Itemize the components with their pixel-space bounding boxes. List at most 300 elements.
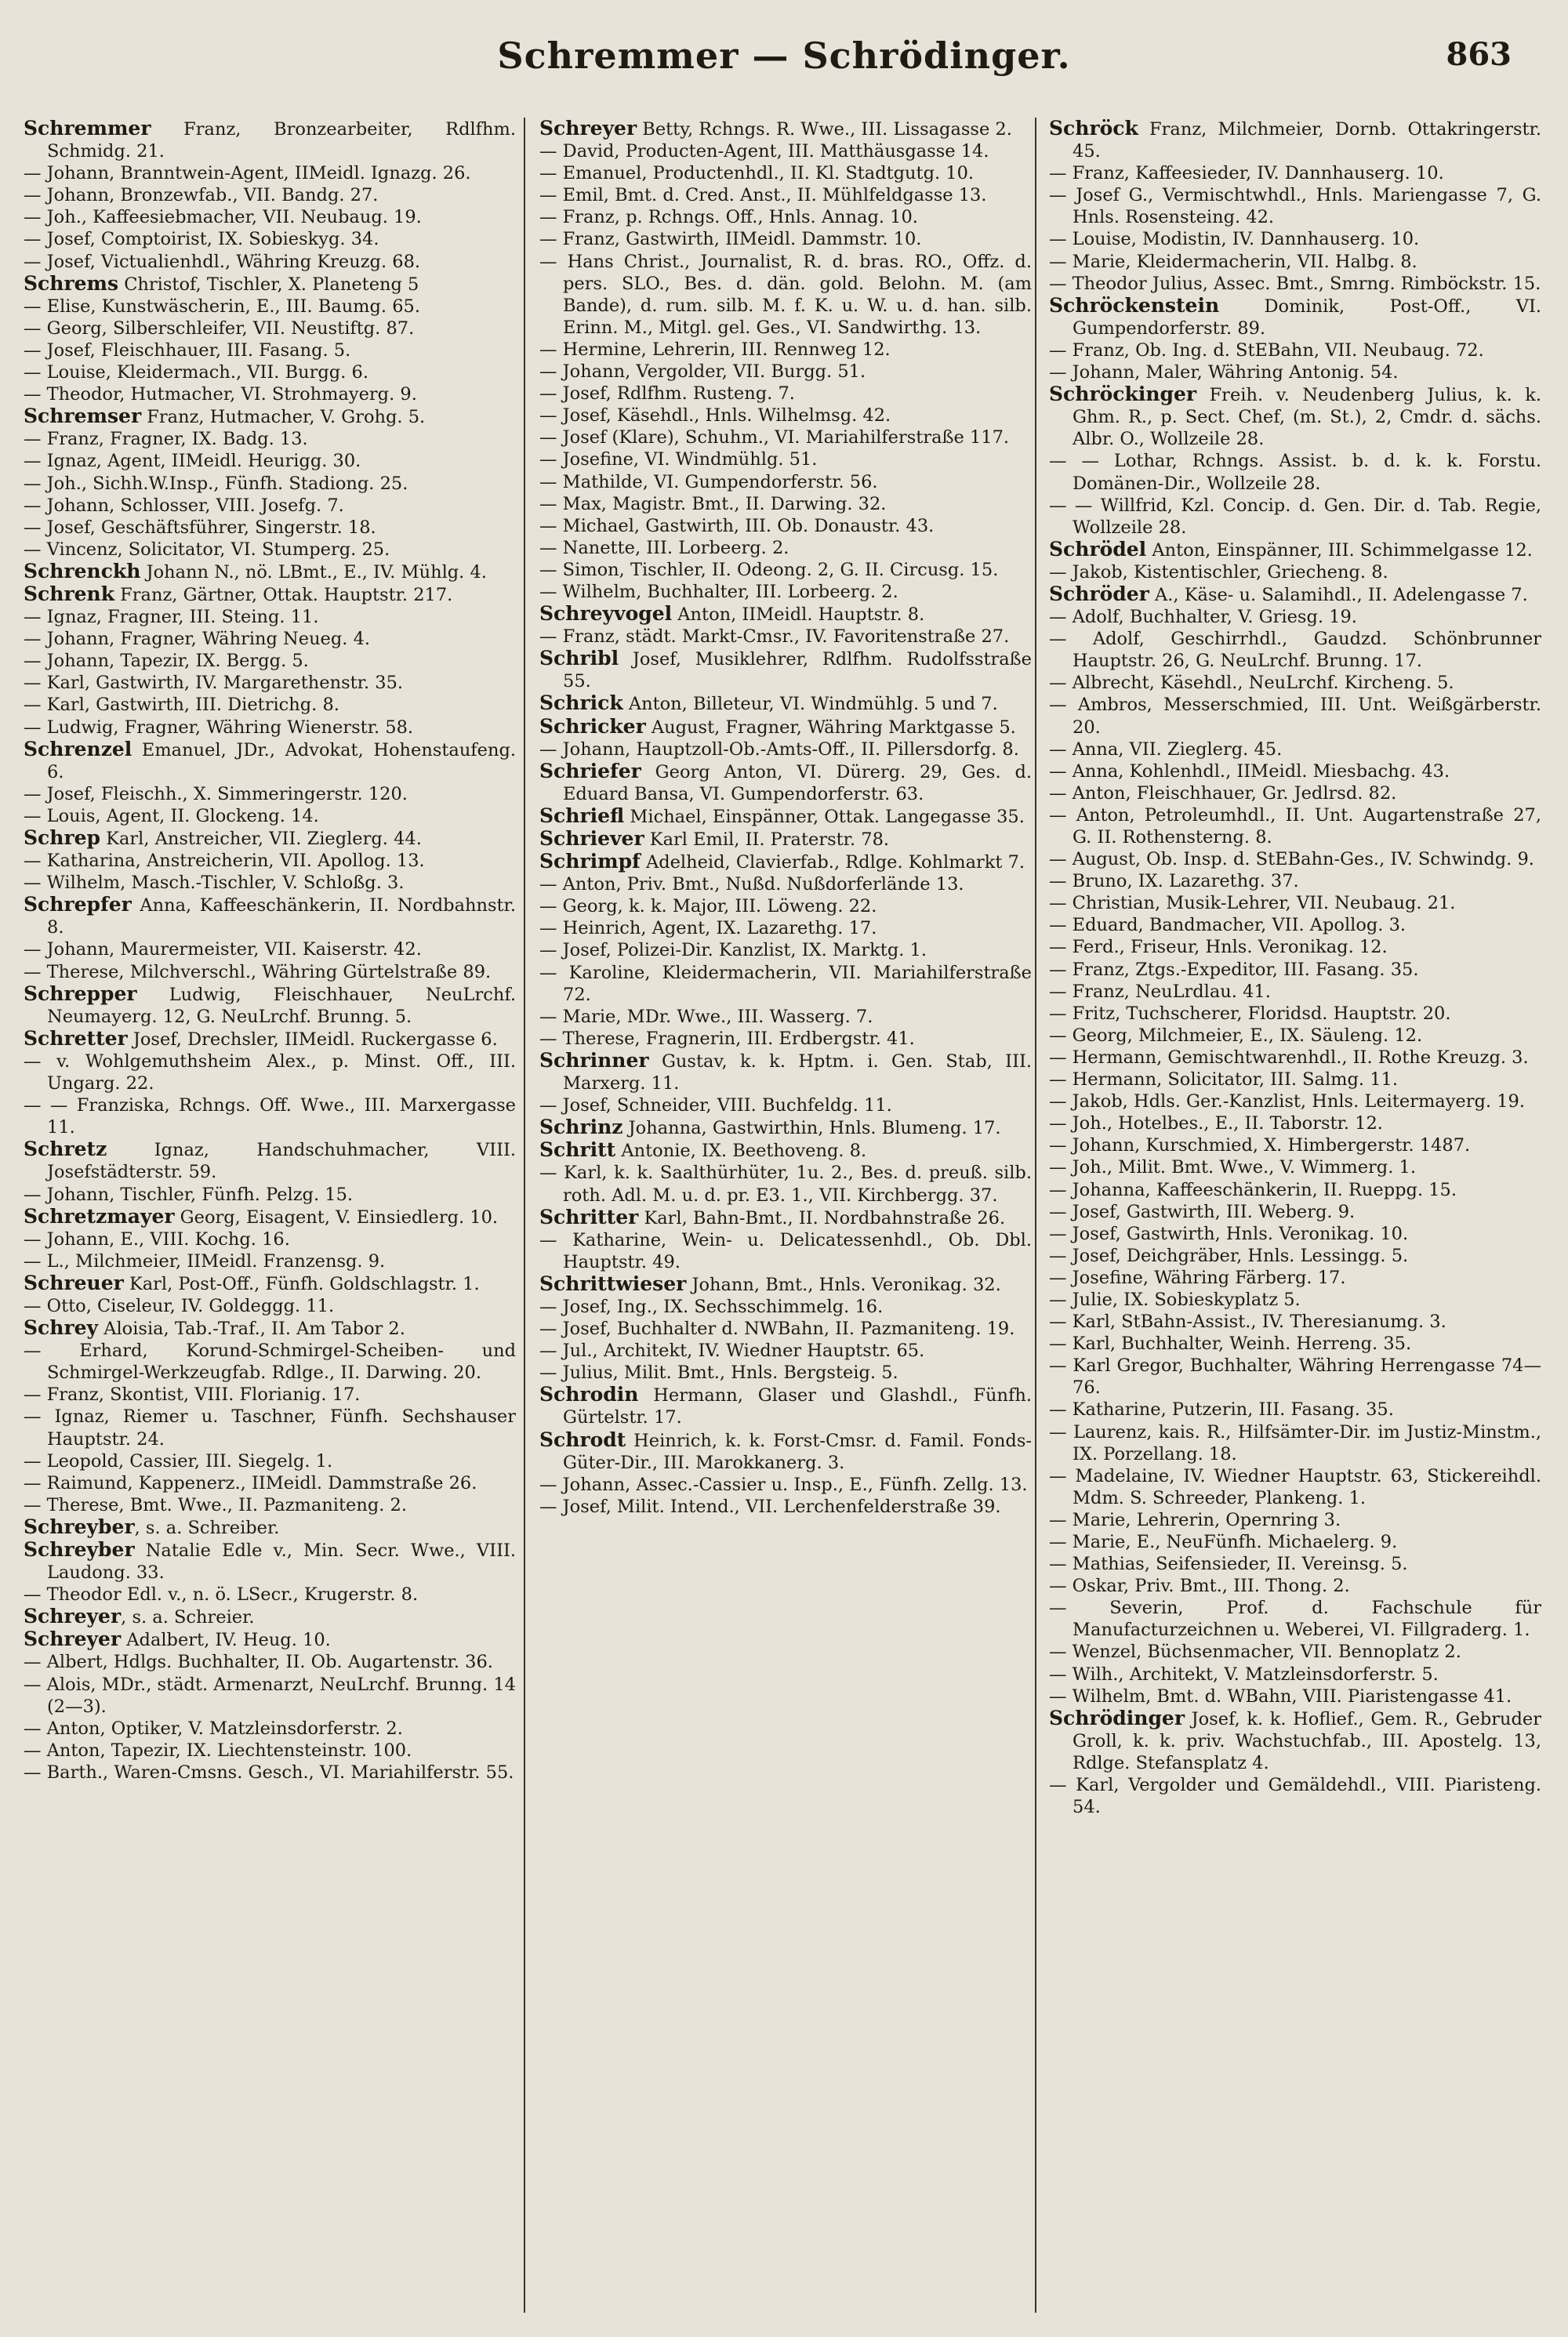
entry-text: — Anna, Kohlenhdl., IIMeidl. Miesbachg. 43. bbox=[1049, 760, 1450, 782]
page-number: 863 bbox=[1446, 36, 1512, 73]
entry-text: Dominik, Post-Off., VI. Gumpendorferstr. 89. bbox=[1073, 296, 1541, 339]
directory-entry bbox=[24, 405, 516, 428]
directory-entry bbox=[1049, 383, 1541, 450]
directory-entry bbox=[1049, 694, 1541, 738]
entry-text: — Josef, Geschäftsführer, Singerstr. 18. bbox=[24, 517, 376, 538]
directory-entry bbox=[24, 473, 516, 495]
entry-text: — Josef, Käsehdl., Hnls. Wilhelmsg. 42. bbox=[539, 405, 891, 426]
entry-text: — Karl, k. k. Saalthürhüter, 1u. 2., Bes. d. preuß. silb. roth. Adl. M. u. d. pr. E3. 1., VII. Kirchbergg. 37. bbox=[539, 1163, 1032, 1206]
entry-surname: Schrinz bbox=[539, 1116, 623, 1139]
entry-text: — Anton, Priv. Bmt., Nußd. Nußdorferlände 13. bbox=[539, 874, 964, 895]
entry-surname: Schritt bbox=[539, 1138, 616, 1162]
directory-entry bbox=[24, 650, 516, 672]
entry-surname: Schröck bbox=[1049, 118, 1138, 140]
entry-surname: Schrepper bbox=[24, 982, 137, 1005]
entry-text: — Joh., Milit. Bmt. Wwe., V. Wimmerg. 1. bbox=[1049, 1157, 1416, 1178]
entry-text: — Otto, Ciseleur, IV. Goldeggg. 11. bbox=[24, 1295, 335, 1316]
directory-entry bbox=[24, 1184, 516, 1206]
entry-text: — Marie, MDr. Wwe., III. Wasserg. 7. bbox=[539, 1006, 873, 1027]
directory-entry bbox=[1049, 606, 1541, 628]
column-divider bbox=[524, 118, 525, 2313]
entry-text: — Hans Christ., Journalist, R. d. bras. RO., Offz. d. pers. SLO., Bes. d. dän. gold. Belohn. M. (am Bande), d. rum. silb. M. f. K. u. W. u. d. han. silb. Erinn. M., Mitgl. gel. Ges., VI. Sandwirthg. 13. bbox=[539, 251, 1032, 338]
entry-surname: Schrödinger bbox=[1049, 1706, 1185, 1729]
entry-text: Ignaz, Handschuhmacher, VIII. Josefstädterstr. 59. bbox=[47, 1140, 516, 1183]
entry-text: — Ferd., Friseur, Hnls. Veronikag. 12. bbox=[1049, 937, 1388, 958]
directory-entry bbox=[1049, 848, 1541, 870]
entry-surname: Schrinner bbox=[539, 1048, 649, 1072]
directory-entry bbox=[539, 648, 1032, 692]
entry-text: — Karl, Gastwirth, III. Dietrichg. 8. bbox=[24, 695, 339, 716]
entry-text: — Johann, Schlosser, VIII. Josefg. 7. bbox=[24, 495, 344, 516]
directory-entry bbox=[24, 318, 516, 339]
entry-text: — Wilhelm, Bmt. d. WBahn, VIII. Piaristengasse 41. bbox=[1049, 1686, 1512, 1707]
entry-text: — Katharine, Wein- u. Delicatessenhdl., Ob. Dbl. Hauptstr. 49. bbox=[539, 1229, 1032, 1272]
entry-text: Georg Anton, VI. Dürerg. 29, Ges. d. Eduard Bansa, VI. Gumpendorferstr. 63. bbox=[563, 761, 1032, 804]
entry-text: — Georg, Silberschleifer, VII. Neustiftg. 87. bbox=[24, 318, 415, 339]
entry-text: Franz, Hutmacher, V. Grohg. 5. bbox=[141, 407, 426, 428]
directory-entry bbox=[1049, 1047, 1541, 1069]
directory-entry bbox=[1049, 450, 1541, 494]
entry-surname: Schreyer bbox=[24, 1628, 122, 1651]
entry-text: — v. Wohlgemuthsheim Alex., p. Minst. Off., III. Ungarg. 22. bbox=[24, 1051, 516, 1094]
entry-text: — Johann, Bronzewfab., VII. Bandg. 27. bbox=[24, 185, 379, 206]
directory-entry bbox=[24, 1028, 516, 1051]
entry-text: — Katharina, Anstreicherin, VII. Apollog. 13. bbox=[24, 851, 425, 872]
directory-entry bbox=[24, 1094, 516, 1138]
entry-text: — Josef, Gastwirth, III. Weberg. 9. bbox=[1049, 1201, 1356, 1222]
entry-text: — Johanna, Kaffeeschänkerin, II. Rueppg. 15. bbox=[1049, 1179, 1457, 1200]
directory-entry bbox=[539, 515, 1032, 537]
directory-entry bbox=[24, 738, 516, 783]
directory-entry bbox=[1049, 1090, 1541, 1112]
directory-entry bbox=[1049, 1553, 1541, 1575]
directory-entry bbox=[539, 738, 1032, 760]
entry-text: — Karl Gregor, Buchhalter, Währing Herrengasse 74—76. bbox=[1049, 1355, 1541, 1399]
entry-surname: Schröckinger bbox=[1049, 383, 1197, 406]
entry-surname: Schrick bbox=[539, 691, 623, 715]
directory-entry bbox=[539, 184, 1032, 206]
directory-entry bbox=[1049, 118, 1541, 162]
directory-entry bbox=[539, 206, 1032, 228]
page-header bbox=[0, 34, 1568, 97]
directory-entry bbox=[539, 1362, 1032, 1384]
entry-text: — — Willfrid, Kzl. Concip. d. Gen. Dir. d. Tab. Regie, Wollzeile 28. bbox=[1049, 495, 1541, 538]
directory-entry bbox=[24, 717, 516, 738]
entry-text: Natalie Edle v., Min. Secr. Wwe., VIII. Laudong. 33. bbox=[47, 1540, 516, 1584]
entry-surname: Schrenckh bbox=[24, 559, 141, 582]
directory-entry bbox=[24, 273, 516, 296]
entry-text: — Marie, E., NeuFünfh. Michaelerg. 9. bbox=[1049, 1532, 1398, 1552]
entry-text: Josef, Musiklehrer, Rdlfhm. Rudolfsstraße 55. bbox=[563, 649, 1032, 692]
entry-surname: Schreyer bbox=[539, 118, 637, 140]
entry-surname: Schrimpf bbox=[539, 850, 641, 873]
directory-entry bbox=[539, 895, 1032, 917]
entry-text: — Therese, Fragnerin, III. Erdbergstr. 41. bbox=[539, 1028, 915, 1049]
directory-entry bbox=[1049, 981, 1541, 1003]
entry-text: — Erhard, Korund-Schmirgel-Scheiben- und Schmirgel-Werkzeugfab. Rdlge., II. Darwing. 20. bbox=[24, 1341, 516, 1384]
entry-text: — Nanette, III. Lorbeerg. 2. bbox=[539, 537, 789, 558]
directory-entry bbox=[1049, 361, 1541, 383]
entry-text: — Georg, k. k. Major, III. Löweng. 22. bbox=[539, 896, 877, 917]
directory-column-3 bbox=[1049, 118, 1541, 2321]
directory-entry bbox=[539, 1496, 1032, 1518]
directory-entry bbox=[24, 1651, 516, 1673]
entry-text: — Julius, Milit. Bmt., Hnls. Bergsteig. 5. bbox=[539, 1363, 898, 1384]
entry-text: Betty, Rchngs. R. Wwe., III. Lissagasse 2. bbox=[637, 119, 1012, 140]
directory-entry bbox=[539, 581, 1032, 603]
entry-surname: Schribl bbox=[539, 647, 619, 670]
entry-text: — Anton, Petroleumhdl., II. Unt. Augartenstraße 27, G. II. Rothensterng. 8. bbox=[1049, 804, 1541, 847]
entry-text: — Julie, IX. Sobieskyplatz 5. bbox=[1049, 1289, 1301, 1310]
entry-text: — Franz, Ob. Ing. d. StEBahn, VII. Neubaug. 72. bbox=[1049, 339, 1484, 361]
directory-entry bbox=[24, 1317, 516, 1340]
entry-text: — Josefine, VI. Windmühlg. 51. bbox=[539, 449, 818, 470]
directory-entry bbox=[539, 228, 1032, 250]
entry-text: — Louis, Agent, II. Glockeng. 14. bbox=[24, 805, 319, 826]
entry-surname: Schrep bbox=[24, 826, 101, 849]
entry-text: — Karoline, Kleidermacherin, VII. Mariahilferstraße 72. bbox=[539, 962, 1032, 1005]
directory-entry bbox=[1049, 539, 1541, 561]
directory-entry bbox=[539, 1207, 1032, 1229]
entry-text: — Johann, Maurermeister, VII. Kaiserstr. 42. bbox=[24, 939, 422, 960]
entry-surname: Schritter bbox=[539, 1205, 639, 1228]
entry-text: — Josef, Schneider, VIII. Buchfeldg. 11. bbox=[539, 1095, 892, 1116]
directory-entry bbox=[24, 162, 516, 184]
directory-entry bbox=[539, 917, 1032, 939]
directory-entry bbox=[24, 450, 516, 472]
entry-text: — Christian, Musik-Lehrer, VII. Neubaug. 21. bbox=[1049, 893, 1456, 914]
entry-text: — Franz, Ztgs.-Expeditor, III. Fasang. 35. bbox=[1049, 959, 1419, 980]
entry-text: — L., Milchmeier, IIMeidl. Franzensg. 9. bbox=[24, 1250, 386, 1272]
entry-text: — — Franziska, Rchngs. Off. Wwe., III. Marxergasse 11. bbox=[24, 1095, 516, 1138]
entry-text: Heinrich, k. k. Forst-Cmsr. d. Famil. Fonds-Güter-Dir., III. Marokkanerg. 3. bbox=[563, 1430, 1032, 1473]
directory-entry bbox=[539, 828, 1032, 851]
directory-entry bbox=[1049, 1156, 1541, 1178]
directory-entry bbox=[539, 383, 1032, 405]
directory-entry bbox=[24, 561, 516, 583]
directory-entry bbox=[24, 1628, 516, 1651]
directory-entry bbox=[539, 471, 1032, 493]
directory-entry bbox=[1049, 495, 1541, 539]
directory-entry bbox=[539, 1384, 1032, 1428]
entry-surname: Schrenk bbox=[24, 582, 115, 605]
directory-entry bbox=[539, 1296, 1032, 1318]
entry-text: Karl, Post-Off., Fünfh. Goldschlagstr. 1. bbox=[123, 1273, 480, 1294]
directory-entry bbox=[24, 361, 516, 383]
directory-entry bbox=[1049, 672, 1541, 694]
entry-text: — Josef, Milit. Intend., VII. Lerchenfelderstraße 39. bbox=[539, 1496, 1001, 1517]
entry-text: — Emanuel, Productenhdl., II. Kl. Stadtgutg. 10. bbox=[539, 163, 975, 184]
entry-text: — Karl, StBahn-Assist., IV. Theresianumg. 3. bbox=[1049, 1312, 1446, 1333]
directory-entry bbox=[24, 827, 516, 850]
entry-surname: Schrodt bbox=[539, 1428, 626, 1451]
entry-text: — Louise, Modistin, IV. Dannhauserg. 10. bbox=[1049, 229, 1420, 250]
entry-text: Georg, Eisagent, V. Einsiedlerg. 10. bbox=[174, 1207, 499, 1228]
entry-surname: Schretter bbox=[24, 1026, 128, 1050]
directory-entry bbox=[1049, 251, 1541, 273]
entry-surname: Schrems bbox=[24, 271, 119, 295]
directory-entry bbox=[539, 361, 1032, 383]
directory-entry bbox=[539, 962, 1032, 1006]
directory-entry bbox=[1049, 1245, 1541, 1267]
entry-text: Anton, Einspänner, III. Schimmelgasse 12. bbox=[1146, 539, 1533, 561]
entry-text: — Laurenz, kais. R., Hilfsämter-Dir. im Justiz-Minstm., IX. Porzellang. 18. bbox=[1049, 1421, 1541, 1464]
entry-text: — Joh., Kaffeesiebmacher, VII. Neubaug. 19. bbox=[24, 207, 422, 228]
directory-entry bbox=[539, 692, 1032, 715]
entry-text: August, Fragner, Währing Marktgasse 5. bbox=[645, 717, 1016, 738]
entry-text: — Oskar, Priv. Bmt., III. Thong. 2. bbox=[1049, 1576, 1350, 1597]
directory-entry bbox=[24, 339, 516, 361]
entry-text: — Johann, Fragner, Währing Neueg. 4. bbox=[24, 629, 371, 650]
entry-text: — Georg, Milchmeier, E., IX. Säuleng. 12. bbox=[1049, 1025, 1423, 1046]
directory-entry bbox=[1049, 782, 1541, 804]
entry-text: — Franz, Fragner, IX. Badg. 13. bbox=[24, 429, 308, 450]
directory-entry bbox=[539, 251, 1032, 339]
entry-text: — David, Producten-Agent, III. Matthäusgasse 14. bbox=[539, 141, 989, 162]
entry-text: Johanna, Gastwirthin, Hnls. Blumeng. 17. bbox=[622, 1118, 1001, 1139]
entry-text: Karl, Anstreicher, VII. Zieglerg. 44. bbox=[100, 829, 422, 849]
entry-text: Josef, k. k. Hoflief., Gem. R., Gebruder Groll, k. k. priv. Wachstuchfab., III. Apostelg. 13, Rdlge. Stefansplatz 4. bbox=[1073, 1708, 1541, 1773]
directory-entry bbox=[24, 894, 516, 938]
entry-text: A., Käse- u. Salamihdl., II. Adelengasse 7. bbox=[1149, 584, 1528, 605]
directory-entry bbox=[539, 1162, 1032, 1206]
entry-surname: Schretzmayer bbox=[24, 1204, 175, 1228]
entry-text: Anna, Kaffeeschänkerin, II. Nordbahnstr. 8. bbox=[47, 895, 516, 938]
entry-text: Josef, Drechsler, IIMeidl. Ruckergasse 6. bbox=[127, 1029, 498, 1050]
entry-text: Christof, Tischler, X. Planeteng 5 bbox=[118, 274, 419, 295]
entry-text: — Jul., Architekt, IV. Wiedner Hauptstr. 65. bbox=[539, 1341, 925, 1362]
directory-entry bbox=[1049, 1641, 1541, 1663]
entry-text: — Josef, Deichgräber, Hnls. Lessingg. 5. bbox=[1049, 1245, 1409, 1266]
entry-text: — Therese, Bmt. Wwe., II. Pazmaniteng. 2. bbox=[24, 1494, 408, 1515]
entry-text: , s. a. Schreiber. bbox=[134, 1517, 280, 1538]
entry-text: — Alois, MDr., städt. Armenarzt, NeuLrchf. Brunng. 14 (2—3). bbox=[24, 1674, 516, 1717]
entry-surname: Schrittwieser bbox=[539, 1272, 687, 1295]
directory-entry bbox=[24, 539, 516, 561]
directory-entry bbox=[1049, 1134, 1541, 1156]
entry-text: — Madelaine, IV. Wiedner Hauptstr. 63, Stickereihdl. Mdm. S. Schreeder, Plankeng. 1. bbox=[1049, 1465, 1541, 1508]
entry-text: — Josef G., Vermischtwhdl., Hnls. Mariengasse 7, G. Hnls. Rosensteing. 42. bbox=[1049, 185, 1541, 228]
directory-entry bbox=[24, 184, 516, 206]
directory-entry bbox=[1049, 1575, 1541, 1597]
entry-text: — Emil, Bmt. d. Cred. Anst., II. Mühlfeldgasse 13. bbox=[539, 185, 987, 206]
entry-text: — Hermine, Lehrerin, III. Rennweg 12. bbox=[539, 339, 891, 360]
entry-text: Johann N., nö. LBmt., E., IV. Mühlg. 4. bbox=[140, 561, 487, 582]
directory-entry bbox=[1049, 804, 1541, 848]
entry-text: Freih. v. Neudenberg Julius, k. k. Ghm. R., p. Sect. Chef, (m. St.), 2, Cmdr. d. sächs. Albr. O., Wollzeile 28. bbox=[1073, 385, 1541, 450]
entry-text: — Wilhelm, Masch.-Tischler, V. Schloßg. 3. bbox=[24, 873, 405, 894]
entry-text: Karl Emil, II. Praterstr. 78. bbox=[644, 829, 890, 850]
entry-text: Anton, Billeteur, VI. Windmühlg. 5 und 7. bbox=[622, 694, 998, 715]
entry-text: — Johann, E., VIII. Kochg. 16. bbox=[24, 1228, 290, 1250]
entry-text: — Raimund, Kappenerz., IIMeidl. Dammstraße 26. bbox=[24, 1472, 477, 1493]
directory-entry bbox=[1049, 760, 1541, 782]
entry-text: — Theodor Edl. v., n. ö. LSecr., Krugerstr. 8. bbox=[24, 1584, 419, 1606]
entry-surname: Schretz bbox=[24, 1138, 107, 1161]
directory-entry bbox=[1049, 184, 1541, 228]
directory-entry bbox=[539, 537, 1032, 559]
entry-text: Adelheid, Clavierfab., Rdlge. Kohlmarkt 7. bbox=[640, 852, 1025, 873]
directory-entry bbox=[1049, 1112, 1541, 1134]
directory-entry bbox=[1049, 339, 1541, 361]
entry-text: — Wilhelm, Buchhalter, III. Lorbeerg. 2. bbox=[539, 581, 898, 602]
entry-text: Emanuel, JDr., Advokat, Hohenstaufeng. 6. bbox=[47, 739, 516, 782]
entry-text: — Josefine, Währing Färberg. 17. bbox=[1049, 1267, 1346, 1288]
entry-text: — Barth., Waren-Cmsns. Gesch., VI. Mariahilferstr. 55. bbox=[24, 1762, 514, 1783]
column-divider bbox=[1035, 118, 1036, 2313]
directory-entry bbox=[24, 206, 516, 228]
directory-entry bbox=[539, 603, 1032, 626]
entry-text: — Josef, Polizei-Dir. Kanzlist, IX. Marktg. 1. bbox=[539, 940, 927, 961]
entry-text: — Wilh., Architekt, V. Matzleinsdorferstr. 5. bbox=[1049, 1664, 1439, 1685]
entry-text: — Josef, Rdlfhm. Rusteng. 7. bbox=[539, 383, 795, 405]
directory-entry bbox=[24, 1539, 516, 1584]
entry-text: — Anna, VII. Zieglerg. 45. bbox=[1049, 738, 1283, 760]
entry-text: Ludwig, Fleischhauer, NeuLrchf. Neumayerg. 12, G. NeuLrchf. Brunng. 5. bbox=[47, 984, 516, 1027]
directory-entry bbox=[1049, 1025, 1541, 1047]
entry-text: — Franz, NeuLrdlau. 41. bbox=[1049, 981, 1271, 1002]
entry-text: — Joh., Sichh.W.Insp., Fünfh. Stadiong. 25. bbox=[24, 473, 408, 494]
directory-entry bbox=[24, 1051, 516, 1094]
directory-entry bbox=[24, 383, 516, 405]
directory-entry bbox=[24, 1228, 516, 1250]
entry-text: — Johann, Branntwein-Agent, IIMeidl. Ignazg. 26. bbox=[24, 163, 471, 184]
entry-text: — Simon, Tischler, II. Odeong. 2, G. II. Circusg. 15. bbox=[539, 559, 999, 580]
entry-text: — Theodor Julius, Assec. Bmt., Smrng. Rimböckstr. 15. bbox=[1049, 273, 1541, 294]
directory-entry bbox=[24, 251, 516, 273]
entry-text: — Johann, Assec.-Cassier u. Insp., E., Fünfh. Zellg. 13. bbox=[539, 1474, 1028, 1495]
directory-entry bbox=[539, 716, 1032, 738]
entry-surname: Schrodin bbox=[539, 1383, 639, 1406]
entry-text: — Therese, Milchverschl., Währing Gürtelstraße 89. bbox=[24, 961, 492, 982]
directory-entry bbox=[539, 405, 1032, 426]
entry-text: — Josef, Fleischh., X. Simmeringerstr. 120. bbox=[24, 783, 408, 804]
directory-entry bbox=[24, 1762, 516, 1784]
directory-entry bbox=[539, 559, 1032, 581]
entry-text: — Joh., Hotelbes., E., II. Taborstr. 12. bbox=[1049, 1113, 1383, 1134]
entry-text: — Johann, Vergolder, VII. Burgg. 51. bbox=[539, 361, 866, 383]
directory-entry bbox=[1049, 1201, 1541, 1223]
directory-entry bbox=[1049, 1509, 1541, 1531]
directory-entry bbox=[1049, 1399, 1541, 1421]
directory-entry bbox=[1049, 228, 1541, 250]
directory-entry bbox=[1049, 1355, 1541, 1399]
directory-entry bbox=[24, 1138, 516, 1183]
directory-entry bbox=[24, 1384, 516, 1406]
directory-entry bbox=[539, 1094, 1032, 1116]
directory-entry bbox=[539, 1318, 1032, 1340]
directory-entry bbox=[24, 783, 516, 805]
entry-surname: Schrepfer bbox=[24, 893, 132, 916]
directory-entry bbox=[24, 1740, 516, 1762]
directory-entry bbox=[539, 1273, 1032, 1296]
directory-column-2 bbox=[539, 118, 1032, 2321]
entry-text: — Leopold, Cassier, III. Siegelg. 1. bbox=[24, 1450, 333, 1472]
directory-entry bbox=[539, 493, 1032, 515]
directory-entry bbox=[539, 426, 1032, 448]
directory-entry bbox=[24, 961, 516, 983]
entry-text: Karl, Bahn-Bmt., II. Nordbahnstraße 26. bbox=[638, 1207, 1006, 1228]
entry-text: Hermann, Glaser und Glashdl., Fünfh. Gürtelstr. 17. bbox=[563, 1385, 1032, 1428]
directory-entry bbox=[24, 606, 516, 628]
entry-text: — Eduard, Bandmacher, VII. Apollog. 3. bbox=[1049, 915, 1406, 936]
directory-entry bbox=[1049, 1664, 1541, 1686]
entry-surname: Schriefl bbox=[539, 804, 625, 827]
directory-entry bbox=[1049, 914, 1541, 936]
directory-entry bbox=[24, 583, 516, 606]
directory-entry bbox=[24, 1295, 516, 1317]
directory-entry bbox=[24, 228, 516, 250]
directory-entry bbox=[1049, 1531, 1541, 1553]
directory-entry bbox=[1049, 1223, 1541, 1245]
directory-entry bbox=[1049, 1267, 1541, 1289]
directory-entry bbox=[539, 1028, 1032, 1050]
directory-entry bbox=[24, 694, 516, 716]
entry-surname: Schremser bbox=[24, 405, 142, 428]
entry-text: — Ignaz, Agent, IIMeidl. Heurigg. 30. bbox=[24, 451, 361, 472]
directory-entry bbox=[1049, 162, 1541, 184]
directory-entry bbox=[1049, 1003, 1541, 1025]
entry-surname: Schreyber bbox=[24, 1538, 135, 1561]
entry-text: — Marie, Lehrerin, Opernring 3. bbox=[1049, 1509, 1341, 1530]
directory-entry bbox=[539, 873, 1032, 895]
directory-entry bbox=[24, 1340, 516, 1384]
entry-text: — Karl, Buchhalter, Weinh. Herreng. 35. bbox=[1049, 1334, 1412, 1355]
directory-entry bbox=[539, 1340, 1032, 1362]
entry-surname: Schreyer bbox=[24, 1605, 122, 1628]
entry-text: — Ignaz, Riemer u. Taschner, Fünfh. Sechshauser Hauptstr. 24. bbox=[24, 1406, 516, 1450]
directory-entry bbox=[24, 296, 516, 318]
directory-entry bbox=[539, 1474, 1032, 1496]
entry-text: — Heinrich, Agent, IX. Lazarethg. 17. bbox=[539, 918, 877, 939]
entry-surname: Schreyber bbox=[24, 1515, 135, 1538]
entry-surname: Schriefer bbox=[539, 759, 641, 782]
directory-entry bbox=[24, 1516, 516, 1539]
directory-entry bbox=[1049, 738, 1541, 760]
entry-surname: Schremmer bbox=[24, 118, 151, 140]
directory-entry bbox=[539, 760, 1032, 805]
entry-text: — Adolf, Geschirrhdl., Gaudzd. Schönbrunner Hauptstr. 26, G. NeuLrchf. Brunng. 17. bbox=[1049, 629, 1541, 672]
directory-entry bbox=[24, 517, 516, 539]
entry-surname: Schröder bbox=[1049, 582, 1149, 605]
directory-entry bbox=[539, 1139, 1032, 1162]
entry-text: — Ambros, Messerschmied, III. Unt. Weißgärberstr. 20. bbox=[1049, 695, 1541, 738]
entry-surname: Schriever bbox=[539, 827, 644, 850]
entry-text: — Severin, Prof. d. Fachschule für Manufacturzeichnen u. Weberei, VI. Fillgraderg. 1. bbox=[1049, 1598, 1541, 1641]
entry-text: — Fritz, Tuchscherer, Floridsd. Hauptstr. 20. bbox=[1049, 1003, 1451, 1024]
entry-surname: Schrödel bbox=[1049, 537, 1147, 561]
directory-entry bbox=[24, 1606, 516, 1628]
directory-entry bbox=[1049, 273, 1541, 295]
directory-entry bbox=[539, 1229, 1032, 1273]
entry-text: — Jakob, Kistentischler, Griecheng. 8. bbox=[1049, 561, 1388, 582]
entry-text: — Mathias, Seifensieder, II. Vereinsg. 5. bbox=[1049, 1554, 1408, 1575]
directory-entry bbox=[1049, 1333, 1541, 1355]
entry-text: — Johann, Maler, Währing Antonig. 54. bbox=[1049, 362, 1399, 383]
directory-entry bbox=[24, 1272, 516, 1295]
entry-text: — Albrecht, Käsehdl., NeuLrchf. Kircheng. 5. bbox=[1049, 673, 1454, 694]
entry-text: — Josef, Victualienhdl., Währing Kreuzg. 68. bbox=[24, 251, 421, 272]
entry-text: — Wenzel, Büchsenmacher, VII. Bennoplatz 2. bbox=[1049, 1642, 1461, 1663]
entry-text: — Johann, Tischler, Fünfh. Pelzg. 15. bbox=[24, 1184, 354, 1205]
entry-text: — — Lothar, Rchngs. Assist. b. d. k. k. Forstu. Domänen-Dir., Wollzeile 28. bbox=[1049, 451, 1541, 494]
entry-text: — Franz, p. Rchngs. Off., Hnls. Annag. 10. bbox=[539, 207, 918, 228]
entry-text: — Max, Magistr. Bmt., II. Darwing. 32. bbox=[539, 493, 887, 514]
directory-entry bbox=[24, 428, 516, 450]
entry-text: — Karl, Vergolder und Gemäldehdl., VIII. Piaristeng. 54. bbox=[1049, 1775, 1541, 1818]
entry-text: Aloisia, Tab.-Traf., II. Am Tabor 2. bbox=[98, 1319, 405, 1340]
directory-entry bbox=[1049, 1421, 1541, 1465]
